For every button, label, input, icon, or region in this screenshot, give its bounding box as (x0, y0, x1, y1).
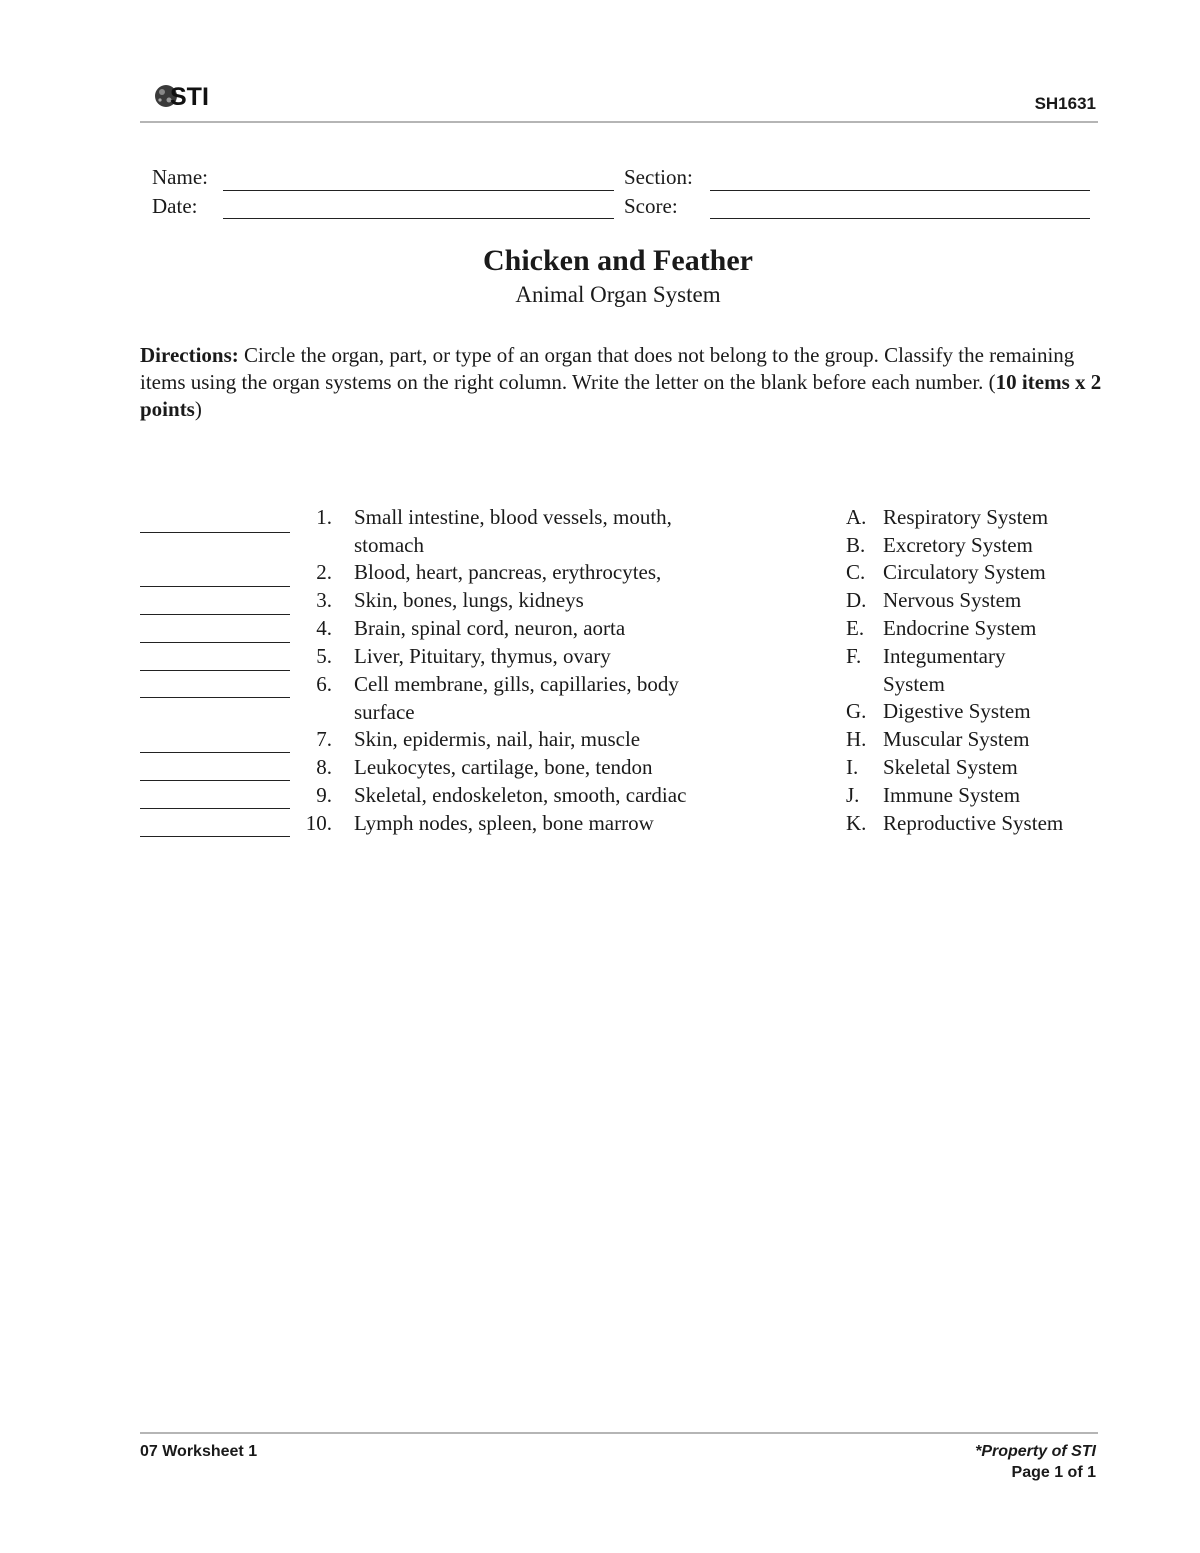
option-text: Immune System (883, 783, 1021, 807)
item-text: Small intestine, blood vessels, mouth, stomach (354, 505, 672, 557)
answer-blank-1[interactable] (140, 532, 290, 533)
option-text: Circulatory System (883, 560, 1046, 584)
option-letter: H. (846, 727, 867, 751)
date-label: Date: (152, 194, 198, 218)
item-text: Lymph nodes, spleen, bone marrow (354, 811, 654, 835)
item-text: Brain, spinal cord, neuron, aorta (354, 616, 626, 640)
score-label: Score: (624, 194, 678, 218)
item-number: 10. (305, 811, 332, 835)
directions-text: Circle the organ, part, or type of an organ that does not belong to the group. Classify the remaining items using the organ systems on the right column. Write the letter on the blank before each number. ( (140, 343, 1075, 394)
item-number: 2. (316, 560, 332, 584)
name-field[interactable] (223, 190, 614, 191)
footer-divider (140, 1432, 1098, 1434)
item-text: Liver, Pituitary, thymus, ovary (354, 644, 611, 668)
name-label: Name: (152, 165, 208, 189)
page-number: Page 1 of 1 (1011, 1464, 1096, 1481)
header-divider (140, 121, 1098, 123)
item-number: 9. (316, 783, 332, 807)
section-label: Section: (624, 165, 693, 189)
option-letter: C. (846, 560, 866, 584)
item-text: Leukocytes, cartilage, bone, tendon (354, 755, 653, 779)
item-number: 6. (316, 672, 332, 696)
item-number: 1. (316, 505, 332, 529)
worksheet-label: 07 Worksheet 1 (140, 1443, 258, 1460)
item-number: 7. (316, 727, 332, 751)
svg-text:STI: STI (170, 83, 209, 111)
directions-label: Directions: (140, 343, 239, 367)
score-field[interactable] (710, 218, 1090, 219)
item-text: Cell membrane, gills, capillaries, body surface (354, 672, 679, 724)
item-number: 3. (316, 588, 332, 612)
directions-close: ) (194, 397, 202, 421)
directions-points: 10 items x 2 points (140, 370, 1102, 421)
option-text: Integumentary System (883, 644, 1006, 696)
option-letter: G. (846, 699, 867, 723)
property-notice: *Property of STI (975, 1443, 1096, 1460)
directions (140, 342, 1102, 423)
date-field[interactable] (223, 218, 614, 219)
option-letter: A. (846, 505, 867, 529)
item-text: Skin, bones, lungs, kidneys (354, 588, 584, 612)
option-letter: D. (846, 588, 867, 612)
section-field[interactable] (710, 190, 1090, 191)
option-text: Reproductive System (883, 811, 1064, 835)
item-text: Blood, heart, pancreas, erythrocytes, (354, 560, 662, 584)
option-text: Muscular System (883, 727, 1030, 751)
option-text: Nervous System (883, 588, 1022, 612)
option-text: Respiratory System (883, 505, 1049, 529)
worksheet-title: Chicken and Feather (483, 244, 753, 277)
option-letter: J. (846, 783, 860, 807)
item-number: 8. (316, 755, 332, 779)
item-text: Skin, epidermis, nail, hair, muscle (354, 727, 641, 751)
option-letter: I. (846, 755, 859, 779)
sti-logo (152, 78, 224, 114)
option-letter: K. (846, 811, 867, 835)
option-letter: B. (846, 533, 866, 557)
item-number: 4. (316, 616, 332, 640)
worksheet-subtitle: Animal Organ System (515, 282, 721, 307)
document-code: SH1631 (1034, 94, 1096, 113)
item-number: 5. (316, 644, 332, 668)
option-letter: F. (846, 644, 862, 668)
option-text: Skeletal System (883, 755, 1018, 779)
option-text: Excretory System (883, 533, 1033, 557)
item-text: Skeletal, endoskeleton, smooth, cardiac (354, 783, 687, 807)
option-letter: E. (846, 616, 865, 640)
option-text: Digestive System (883, 699, 1031, 723)
option-text: Endocrine System (883, 616, 1037, 640)
